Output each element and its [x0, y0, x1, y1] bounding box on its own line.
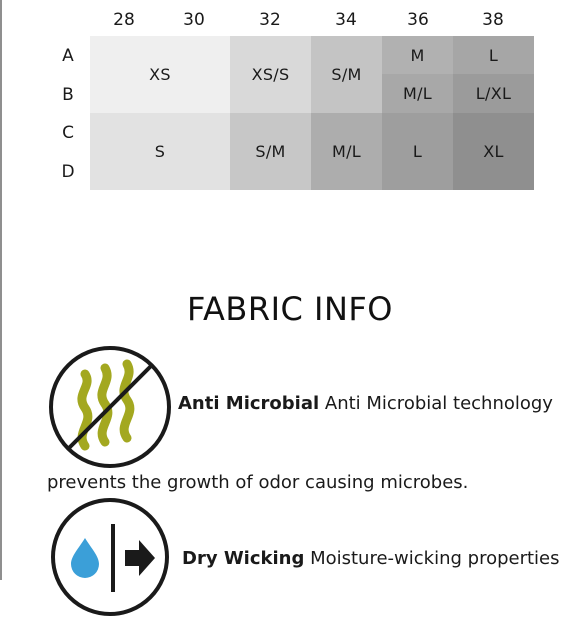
size-cell-m-l: M/L: [382, 74, 453, 113]
fabric-info-title: FABRIC INFO: [187, 290, 393, 328]
column-header-30: 30: [183, 10, 205, 30]
no-odor-icon: [47, 344, 173, 470]
size-cell-l-xl: L/XL: [453, 74, 534, 113]
feature-text-line1: [182, 548, 560, 569]
moisture-wicking-icon: [49, 496, 171, 618]
size-cell-m-l-lower: M/L: [311, 113, 382, 190]
row-header-c: C: [62, 123, 74, 143]
size-cell-xs: XS: [90, 36, 230, 113]
column-header-36: 36: [407, 10, 429, 30]
feature-text-line1: [178, 393, 553, 414]
column-header-32: 32: [259, 10, 281, 30]
size-cell-l: L: [453, 36, 534, 74]
column-header-34: 34: [335, 10, 357, 30]
feature-description: Moisture-wicking properties: [304, 548, 560, 569]
column-header-28: 28: [113, 10, 135, 30]
size-cell-s-m-lower: S/M: [230, 113, 311, 190]
feature-text-line2: prevents the growth of odor causing microbes.: [47, 472, 469, 493]
size-cell-l-lower: L: [382, 113, 453, 190]
feature-name: Dry Wicking: [182, 548, 305, 569]
size-cell-m: M: [382, 36, 453, 74]
size-cell-s: S: [90, 113, 230, 190]
size-cell-xs-s: XS/S: [230, 36, 311, 113]
row-header-b: B: [62, 85, 74, 105]
feature-name: Anti Microbial: [178, 393, 320, 414]
row-header-a: A: [62, 46, 74, 66]
feature-description: Anti Microbial technology: [319, 393, 553, 414]
size-cell-s-m: S/M: [311, 36, 382, 113]
row-header-d: D: [61, 162, 75, 182]
column-header-38: 38: [482, 10, 504, 30]
size-cell-xl: XL: [453, 113, 534, 190]
